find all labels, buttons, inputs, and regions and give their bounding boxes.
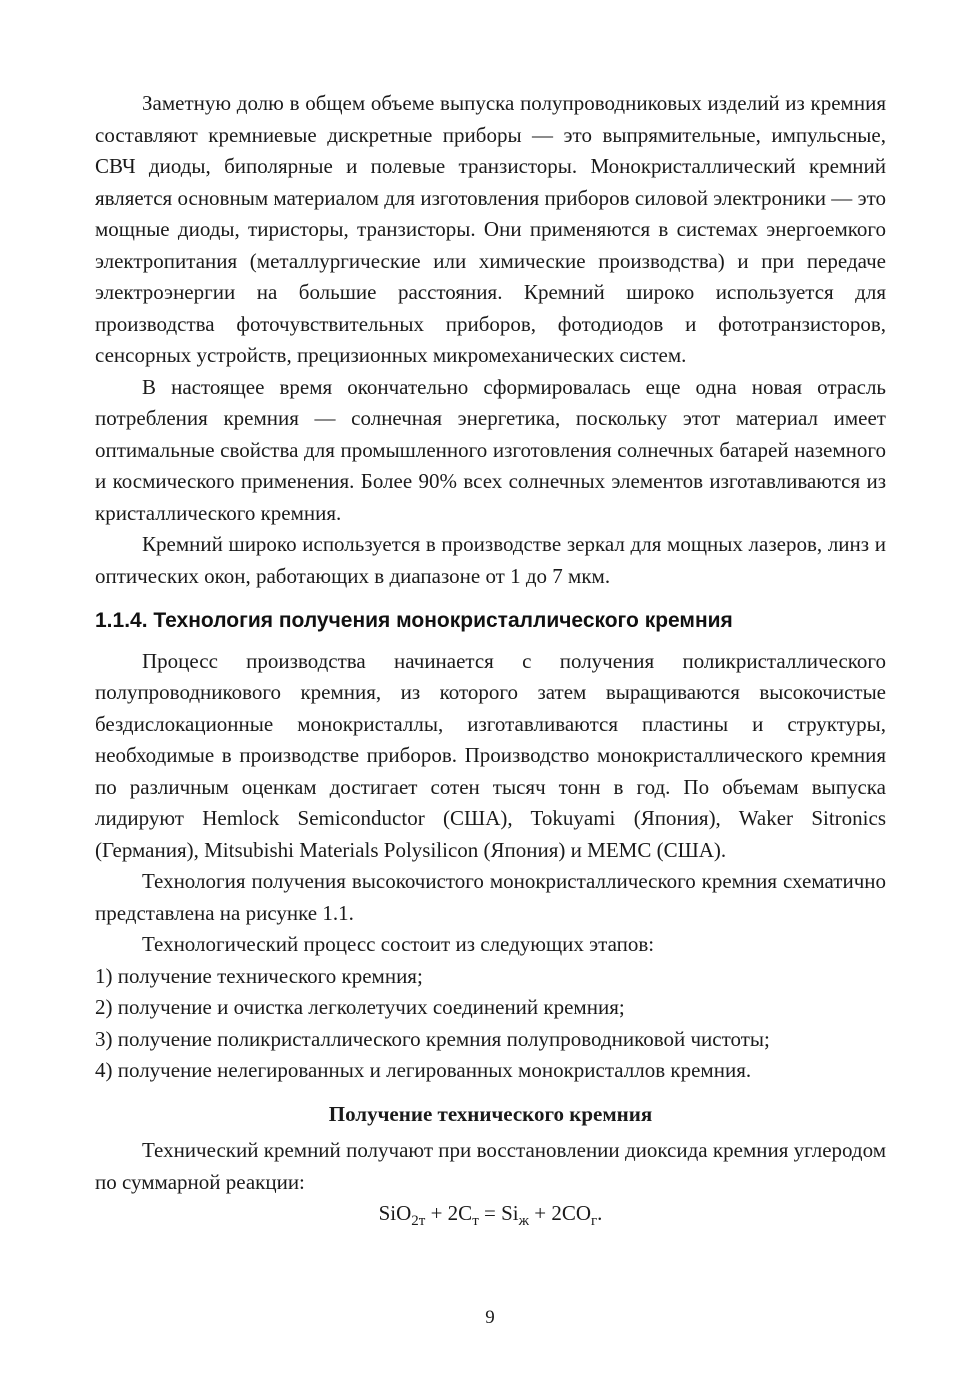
formula-operator: + <box>425 1201 448 1225</box>
formula-end: . <box>597 1201 603 1225</box>
formula-term-sio2: SiO <box>378 1201 412 1225</box>
formula-subscript: ж <box>518 1213 529 1229</box>
reaction-formula <box>95 1198 886 1230</box>
formula-term-silicon: Si <box>501 1201 519 1225</box>
stages-list <box>95 961 886 1087</box>
formula-subscript: т <box>472 1213 479 1229</box>
paragraph-optics: Кремний широко используется в производстве зеркал для мощных лазеров, линз и оптических окон, работающих в диапазоне от 1 до 7 мкм. <box>95 532 886 588</box>
paragraph-stages-intro: Технологический процесс состоит из следующих этапов: <box>142 932 655 956</box>
formula-operator: = <box>478 1201 502 1225</box>
paragraph-silicon-discrete-devices: Заметную долю в общем объеме выпуска полупроводниковых изделий из кремния составляют кремниевые дискретные приборы — это выпрямительные, импульсные, СВЧ диоды, биполярные и полевые транзисторы. Монокристаллический кремний является основным материалом для изготовления приборов силовой электроники — это мощные диоды, тиристоры, транзисторы. Они применяются в системах энергоемкого электропитания (металлургические или химические производства) и при передаче электроэнергии на большие расстояния. Кремний широко используется для производства фоточувствительных приборов, фотодиодов и фототранзисторов, сенсорных устройств, прецизионных микромеханических систем. <box>95 91 886 367</box>
formula-subscript: г <box>591 1213 598 1229</box>
formula-subscript: 2т <box>411 1213 426 1229</box>
list-item: 2) получение и очистка легколетучих соединений кремния; <box>95 995 625 1019</box>
paragraph-technical-silicon: Технический кремний получают при восстановлении диоксида кремния углеродом по суммарной реакции: <box>95 1138 886 1194</box>
formula-term-carbon: 2C <box>447 1201 473 1225</box>
formula-term-co: 2CO <box>551 1201 592 1225</box>
paragraph-solar-energy: В настоящее время окончательно сформировалась еще одна новая отрасль потребления кремния — солнечная энергетика, поскольку этот материал имеет оптимальные свойства для промышленного изготовления солнечных батарей наземного и космического применения. Более 90% всех солнечных элементов изготавливаются из кристаллического кремния. <box>95 374 886 525</box>
section-heading: 1.1.4. Технология получения монокристаллического кремния <box>95 609 733 632</box>
list-item: 3) получение поликристаллического кремния полупроводниковой чистоты; <box>95 1026 770 1051</box>
list-item: 1) получение технического кремния; <box>95 963 423 988</box>
list-item: 4) получение нелегированных и легированных монокристаллов кремния. <box>95 1058 752 1082</box>
paragraph-production-process: Процесс производства начинается с получения поликристаллического полупроводникового кремния, из которого затем выращиваются высокочистые бездислокационные монокристаллы, изготавливаются пластины и структуры, необходимые в производстве приборов. Производство монокристаллического кремния по различным оценкам достигает сотен тысяч тонн в год. По объемам выпуска лидируют Hemlock Semiconductor (США), Tokuyami (Япония), Waker Sitronics (Германия), Mitsubishi Materials Polysilicon (Япония) и МЕМС (США). <box>95 648 886 862</box>
formula-operator: + <box>528 1201 552 1225</box>
paragraph-figure-reference: Технология получения высокочистого монокристаллического кремния схематично представлена на рисунке 1.1. <box>95 869 886 925</box>
document-page <box>95 88 886 1230</box>
subsection-heading: Получение технического кремния <box>328 1101 653 1126</box>
page-number: 9 <box>485 1307 495 1328</box>
